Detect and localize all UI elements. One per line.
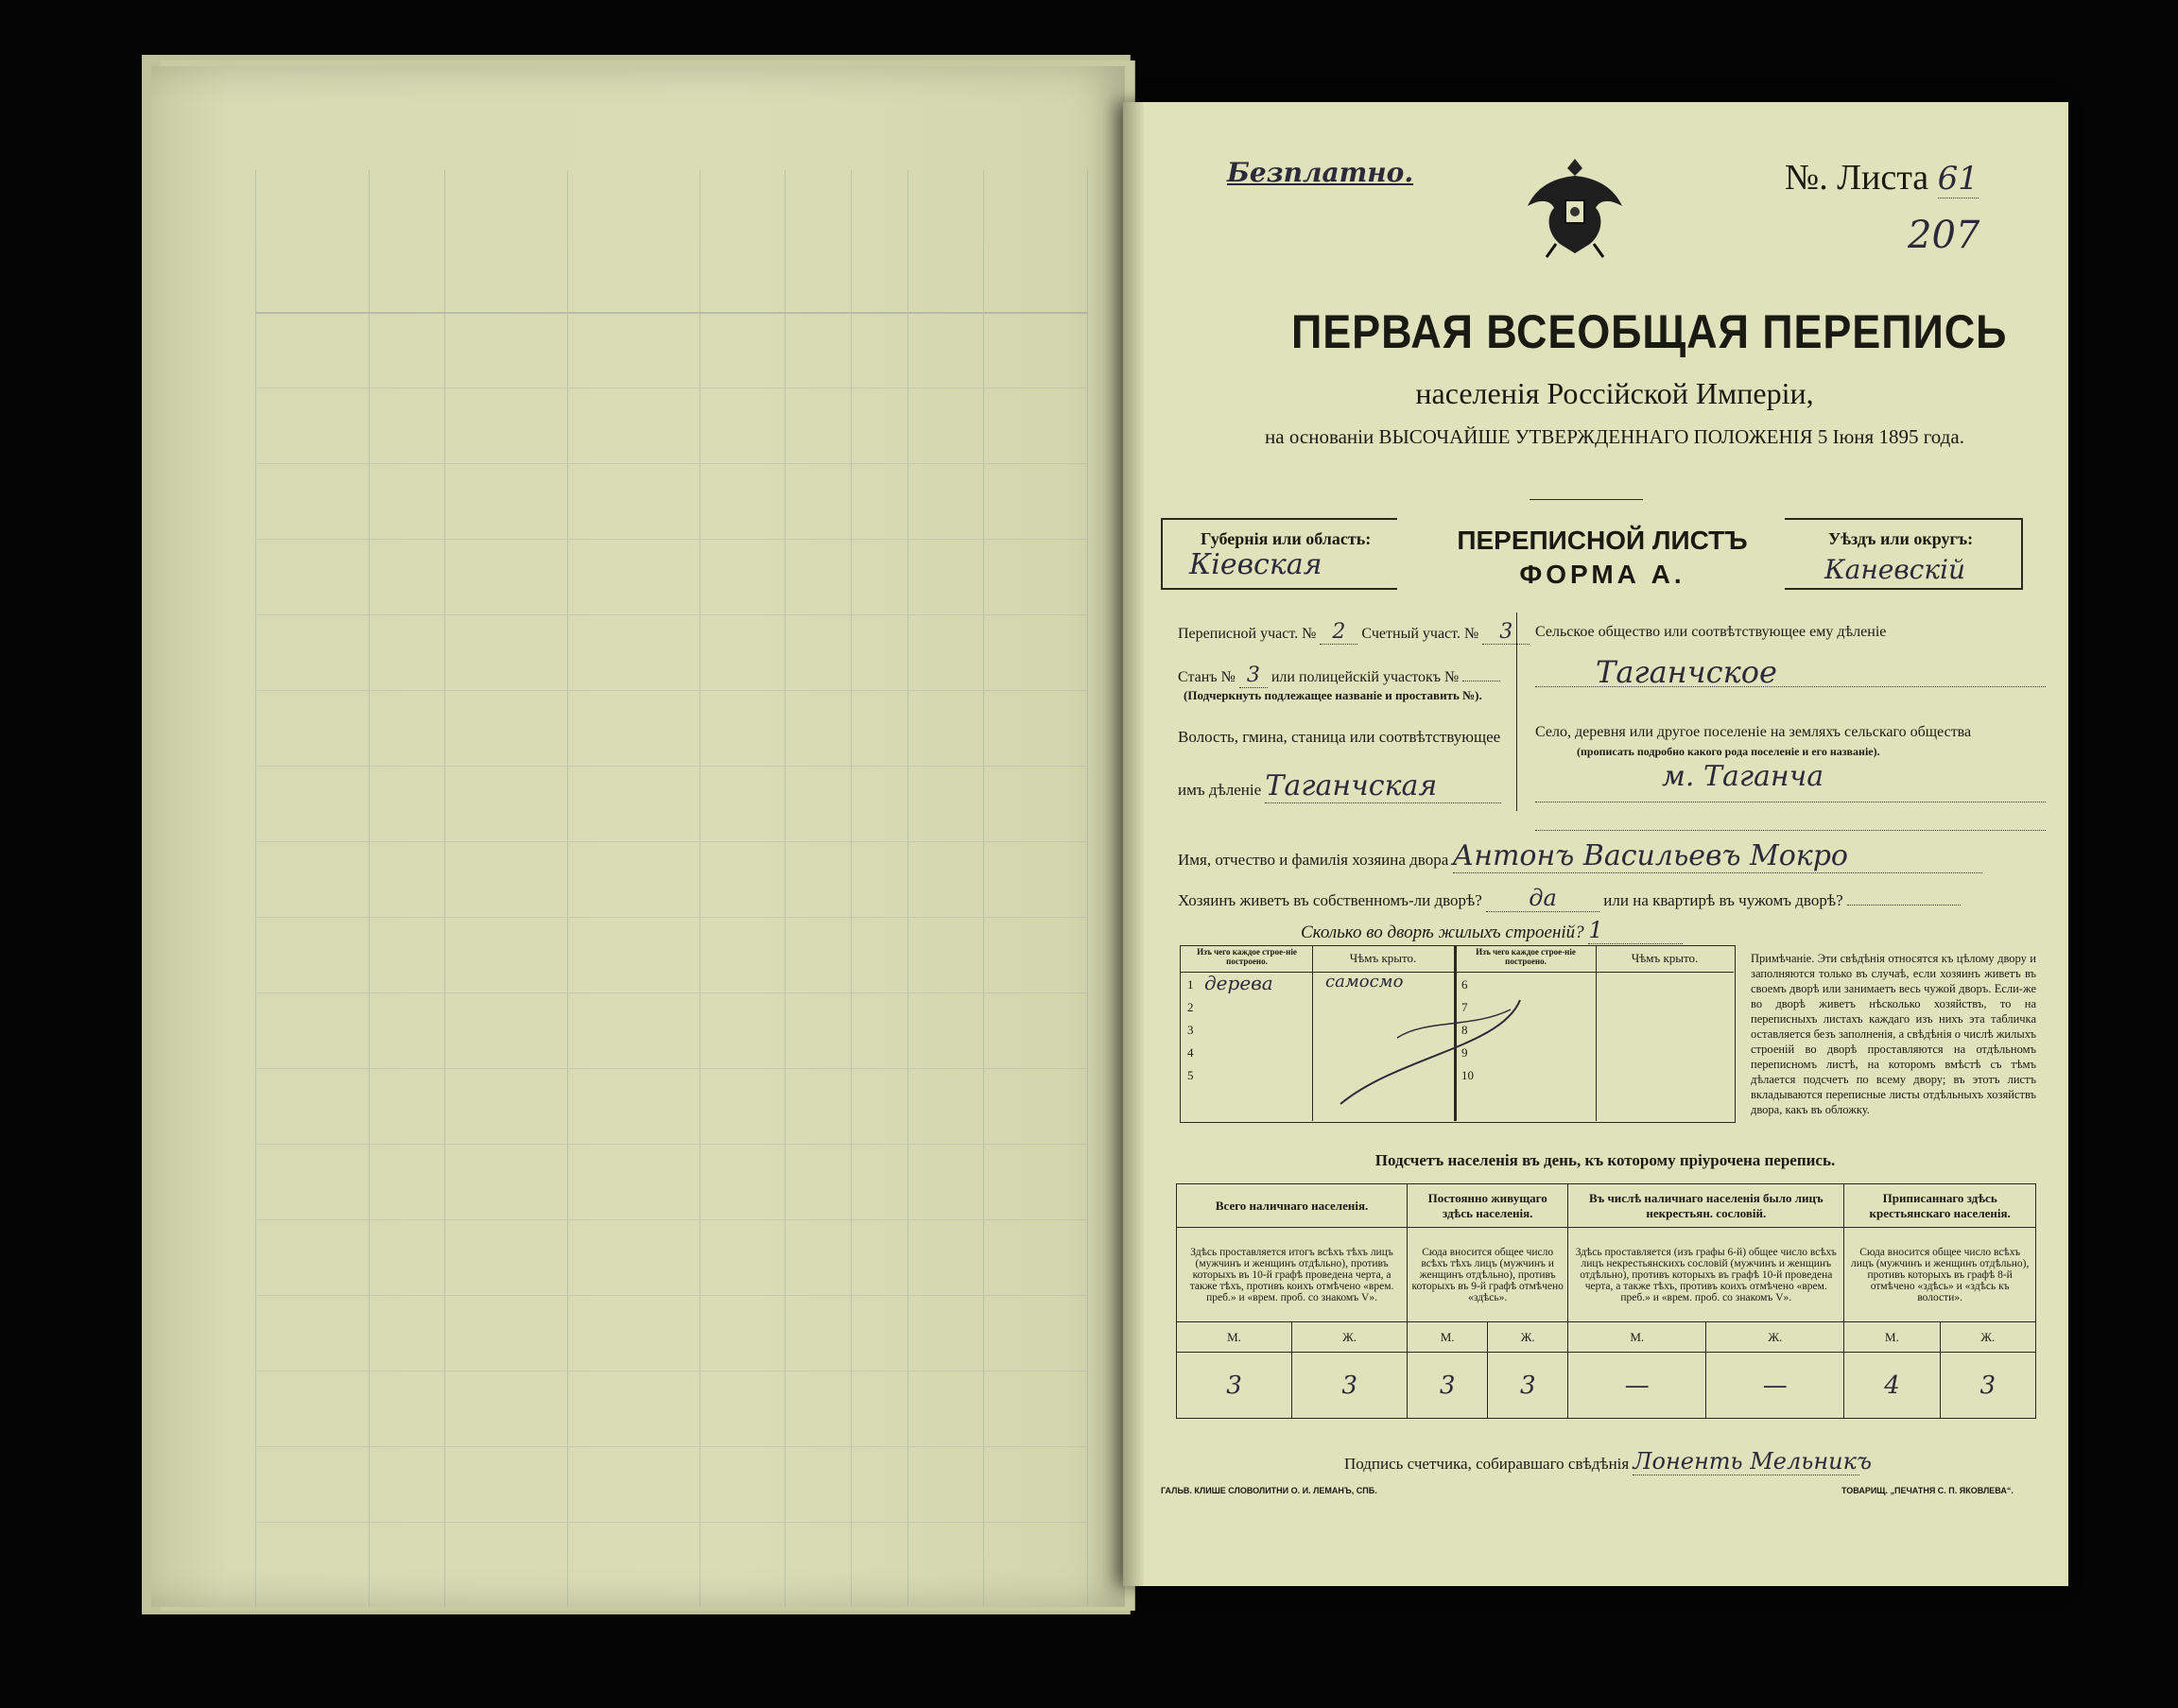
census-title: ПЕРВАЯ ВСЕОБЩАЯ ПЕРЕПИСЬ <box>1291 305 2008 358</box>
buildings-row-num: 4 <box>1187 1045 1194 1060</box>
pop-value: 4 <box>1844 1353 1940 1419</box>
pop-group-head: Постоянно живущаго здѣсь населенія. <box>1408 1184 1568 1228</box>
title-line-2: населенія Россійской Имперіи, <box>1415 376 1814 410</box>
district-label: Уѣздъ или округъ: <box>1828 529 1974 548</box>
buildings-row-num: 8 <box>1461 1023 1468 1037</box>
pop-value: 3 <box>1177 1353 1292 1419</box>
sex-label: М. <box>1408 1322 1488 1353</box>
strike-through-mark <box>1284 991 1567 1113</box>
census-section-field: Переписной участ. № 2 Счетный участ. № 3 <box>1178 620 1530 645</box>
printer-left: ГАЛЬВ. КЛИШЕ СЛОВОЛИТНИ О. И. ЛЕМАНЪ, СПБ. <box>1161 1486 1377 1495</box>
province-label: Губернія или область: <box>1201 529 1372 548</box>
village-label: Село, деревня или другое поселеніе на земляхъ сельскаго общества <box>1535 724 1972 740</box>
page-binding <box>1123 102 1144 1586</box>
buildings-col-material: Изъ чего каждое строе-ніе построено. <box>1197 947 1297 966</box>
pop-group-head: Въ числѣ наличнаго населенія было лицъ некрестьян. сословій. <box>1568 1184 1844 1228</box>
sex-label: М. <box>1177 1322 1292 1353</box>
title-divider <box>1530 499 1643 500</box>
form-title-1: ПЕРЕПИСНОЙ ЛИСТЪ <box>1457 526 1748 555</box>
own-yard-field: Хозяинъ живетъ въ собственномъ-ли дворѣ? да или на квартирѣ въ чужомъ дворѣ? <box>1178 885 1961 912</box>
village-value: м. Таганча <box>1662 760 1824 793</box>
pop-group-desc: Сюда вносится общее число всѣхъ тѣхъ лицъ (мужчинъ и женщинъ отдѣльно), противъ которыхъ въ 9-й графѣ отмѣчено «здѣсь». <box>1408 1228 1568 1322</box>
pop-value: 3 <box>1408 1353 1488 1419</box>
printer-right: ТОВАРИЩ. „ПЕЧАТНЯ С. П. ЯКОВЛЕВА“. <box>1841 1486 2014 1495</box>
population-table <box>1176 1183 2036 1419</box>
pop-value: 3 <box>1488 1353 1568 1419</box>
society-label: Сельское общество или соотвѣтствующее ему дѣленіе <box>1535 624 1887 640</box>
province-value: Кіевская <box>1189 548 1322 581</box>
pop-group-head: Всего наличнаго населенія. <box>1177 1184 1408 1228</box>
village-underline-2 <box>1535 830 2046 831</box>
sex-label: Ж. <box>1292 1322 1408 1353</box>
buildings-row-num: 5 <box>1187 1068 1194 1082</box>
sheet-number-alt: 207 <box>1908 214 1980 257</box>
district-value: Каневскій <box>1824 554 1966 585</box>
field-column-divider <box>1516 612 1517 811</box>
building-1-material: дерева <box>1204 972 1273 994</box>
form-title-2: ФОРМА А. <box>1519 560 1685 589</box>
buildings-row-num: 1 <box>1187 977 1194 992</box>
signature-value: Лоненть Мельникъ <box>1633 1448 1872 1475</box>
volost-field: имъ дѣленіе Таганчская <box>1178 769 1501 803</box>
pop-group-desc: Здѣсь проставляется итогъ всѣхъ тѣхъ лицъ (мужчинъ и женщинъ отдѣльно), противъ которыхъ въ 10-й графѣ проведена черта, а также тѣхъ, противъ коихъ отмѣчено «врем. преб.» и «врем. проб. со знакомъ V». <box>1177 1228 1408 1322</box>
village-note: (прописать подробно какого рода поселеніе и его названіе). <box>1577 745 1880 758</box>
buildings-col-roof-2: Чѣмъ крыто. <box>1631 951 1699 965</box>
sex-label: Ж. <box>1488 1322 1568 1353</box>
building-1-roof: самосмо <box>1325 972 1404 992</box>
buildings-row-num: 3 <box>1187 1023 1194 1037</box>
free-label: Безплатно. <box>1227 157 1414 188</box>
sex-label: М. <box>1844 1322 1940 1353</box>
census-form-page <box>1123 102 2068 1586</box>
buildings-field: Сколько во дворѣ жилыхъ строеній? 1 <box>1301 917 1683 944</box>
buildings-row-num: 9 <box>1461 1045 1468 1060</box>
population-title: Подсчетъ населенія въ день, къ которому пріурочена перепись. <box>1374 1151 1836 1169</box>
pop-group-desc: Сюда вносится общее число всѣхъ лицъ (мужчинъ и женщинъ отдѣльно), противъ которыхъ въ графѣ 8-й отмѣчено «здѣсь» и «здѣсь къ волости». <box>1844 1228 2036 1322</box>
sheet-number-label: №. Листа 61 <box>1785 158 1979 198</box>
buildings-row-num: 6 <box>1461 977 1468 992</box>
owner-field: Имя, отчество и фамилія хозяина двора Антонъ Васильевъ Мокро <box>1178 839 1982 873</box>
pop-value: 3 <box>1292 1353 1408 1419</box>
pop-value: — <box>1568 1353 1706 1419</box>
signature-field: Подпись счетчика, собиравшаго свѣдѣнія Лоненть Мельникъ <box>1344 1448 1872 1475</box>
buildings-col-material-2: Изъ чего каждое строе-ніе построено. <box>1476 947 1576 966</box>
society-value: Таганчское <box>1596 654 1777 690</box>
underline-note: (Подчеркнуть подлежащее названіе и проставить №). <box>1184 688 1482 702</box>
coat-of-arms-icon <box>1518 149 1632 267</box>
pop-value: — <box>1706 1353 1844 1419</box>
buildings-row-num: 7 <box>1461 1000 1468 1014</box>
pop-group-head: Приписаннаго здѣсь крестьянскаго населенія. <box>1844 1184 2036 1228</box>
buildings-row-num: 10 <box>1461 1068 1474 1082</box>
volost-label: Волость, гмина, станица или соотвѣтствующее <box>1178 728 1501 746</box>
bleed-through-grid <box>255 170 1087 1607</box>
society-underline <box>1535 686 2046 687</box>
pop-value: 3 <box>1940 1353 2035 1419</box>
left-page <box>151 66 1125 1607</box>
pop-group-desc: Здѣсь проставляется (изъ графы 6-й) общее число всѣхъ лицъ некрестьянскихъ сословій (мужчинъ и женщинъ отдѣльно), противъ которыхъ въ графѣ 10-й проведена черта, а также тѣхъ, противъ коихъ отмѣчено «врем. преб.» и «врем. проб. со знакомъ V». <box>1568 1228 1844 1322</box>
title-line-3: на основаніи ВЫСОЧАЙШЕ УТВЕРЖДЕННАГО ПОЛОЖЕНІЯ 5 Іюня 1895 года. <box>1265 425 1964 448</box>
sex-label: Ж. <box>1940 1322 2035 1353</box>
sex-label: Ж. <box>1706 1322 1844 1353</box>
stan-field: Станъ № 3 или полицейскій участокъ № <box>1178 664 1500 688</box>
sheet-number-value: 61 <box>1937 160 1979 198</box>
sex-label: М. <box>1568 1322 1706 1353</box>
buildings-note: Примѣчаніе. Эти свѣдѣнія относятся къ цѣлому двору и заполняются только въ случаѣ, если хозяинъ живетъ въ своемъ дворѣ или занимаетъ весь чужой дворъ. Если-же во дворѣ живетъ нѣсколько хозяйствъ, то на переписныхъ листахъ каждаго изъ нихъ эта табличка оставляется безъ заполненія, а свѣдѣнія о числѣ жилыхъ строеній во дворѣ проставляются на отдѣльномъ переписномъ листѣ, на которомъ вмѣстѣ съ тѣмъ дѣлается подсчетъ по всему двору; въ этотъ листъ вкладываются переписные листы отдѣльныхъ хозяйствъ двора, какъ въ обложку. <box>1751 952 2036 1116</box>
buildings-row-num: 2 <box>1187 1000 1194 1014</box>
buildings-col-roof: Чѣмъ крыто. <box>1349 951 1417 965</box>
